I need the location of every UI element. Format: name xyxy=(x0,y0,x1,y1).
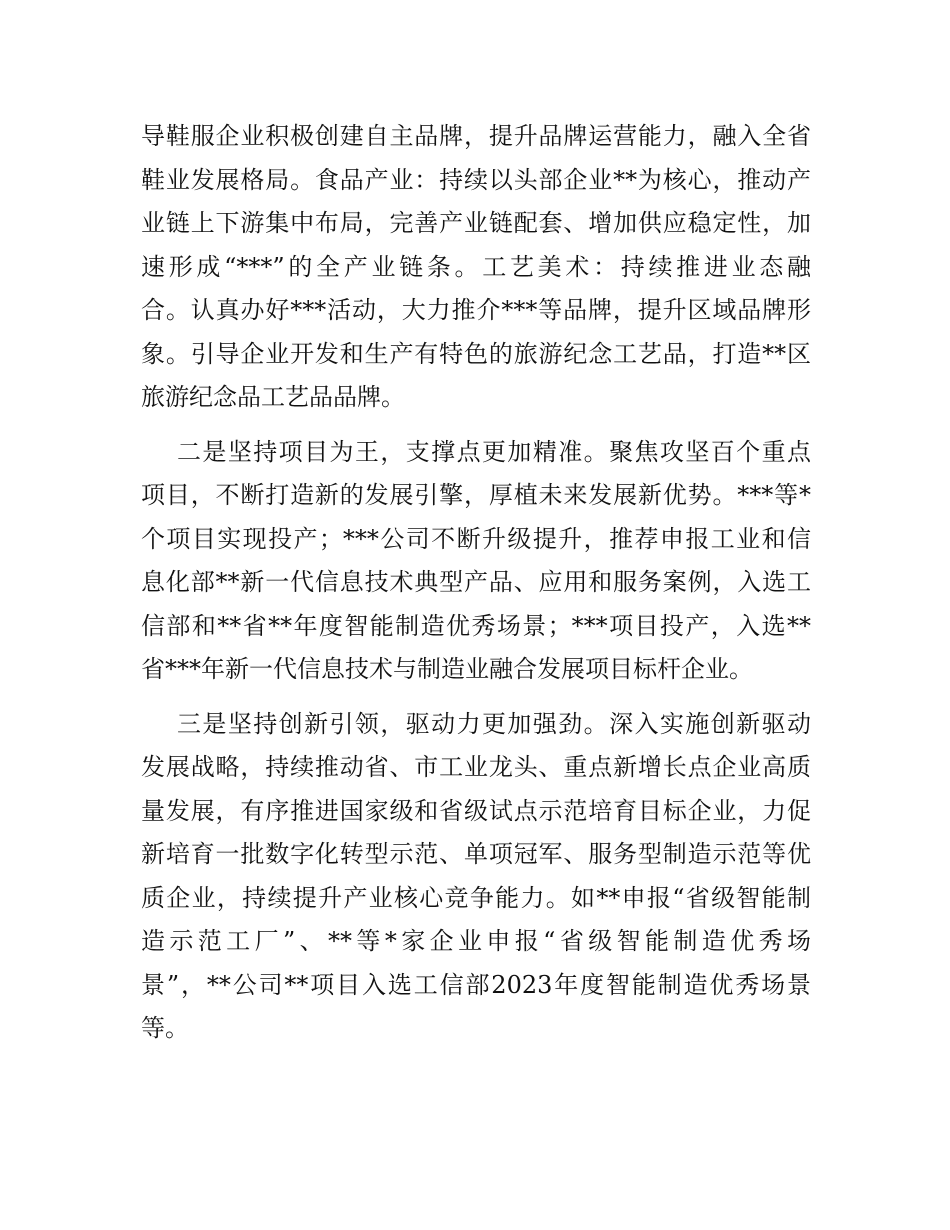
text-line: 合。认真办好***活动，大力推介***等品牌，提升区域品牌形 xyxy=(141,296,811,324)
text-line: 导鞋服企业积极创建自主品牌，提升品牌运营能力，融入全省 xyxy=(141,122,811,150)
text-line: 信部和**省**年度智能制造优秀场景；***项目投产，入选** xyxy=(141,611,811,640)
text-line: 鞋业发展格局。食品产业：持续以头部企业**为核心，推动产 xyxy=(141,165,811,194)
paragraph-projects xyxy=(141,431,811,692)
text-line: 新培育一批数字化转型示范、单项冠军、服务型制造示范等优 xyxy=(141,840,811,868)
text-line: 旅游纪念品工艺品品牌。 xyxy=(141,383,405,411)
text-line: 业链上下游集中布局，完善产业链配套、增加供应稳定性，加 xyxy=(141,209,811,237)
text-line: 量发展，有序推进国家级和省级试点示范培育目标企业，力促 xyxy=(141,796,811,825)
text-line: 质企业，持续提升产业核心竞争能力。如**申报“省级智能制 xyxy=(141,883,811,912)
text-line: 发展战略，持续推动省、市工业龙头、重点新增长点企业高质 xyxy=(141,753,811,781)
paragraph-spacer xyxy=(141,692,811,703)
text-line: 造示范工厂”、**等*家企业申报“省级智能制造优秀场 xyxy=(141,927,811,955)
text-line: 息化部**新一代信息技术典型产品、应用和服务案例，入选工 xyxy=(141,568,811,596)
paragraph-industry-brands xyxy=(141,115,811,420)
text-line: 等。 xyxy=(141,1014,189,1042)
text-line: 三是坚持创新引领，驱动力更加强劲。深入实施创新驱动 xyxy=(177,709,811,738)
text-line: 二是坚持项目为王，支撑点更加精准。聚焦攻坚百个重点 xyxy=(177,437,811,466)
document-body xyxy=(141,115,811,1051)
paragraph-spacer xyxy=(141,420,811,431)
text-line: 速形成“***”的全产业链条。工艺美术：持续推进业态融 xyxy=(141,252,811,281)
text-line: 省***年新一代信息技术与制造业融合发展项目标杆企业。 xyxy=(141,655,753,683)
text-line: 景”，**公司**项目入选工信部2023年度智能制造优秀场景 xyxy=(141,970,811,999)
text-line: 个项目实现投产；***公司不断升级提升，推荐申报工业和信 xyxy=(141,524,811,553)
text-line: 项目，不断打造新的发展引擎，厚植未来发展新优势。***等* xyxy=(141,481,811,509)
paragraph-innovation xyxy=(141,703,811,1051)
text-line: 象。引导企业开发和生产有特色的旅游纪念工艺品，打造**区 xyxy=(141,339,811,368)
